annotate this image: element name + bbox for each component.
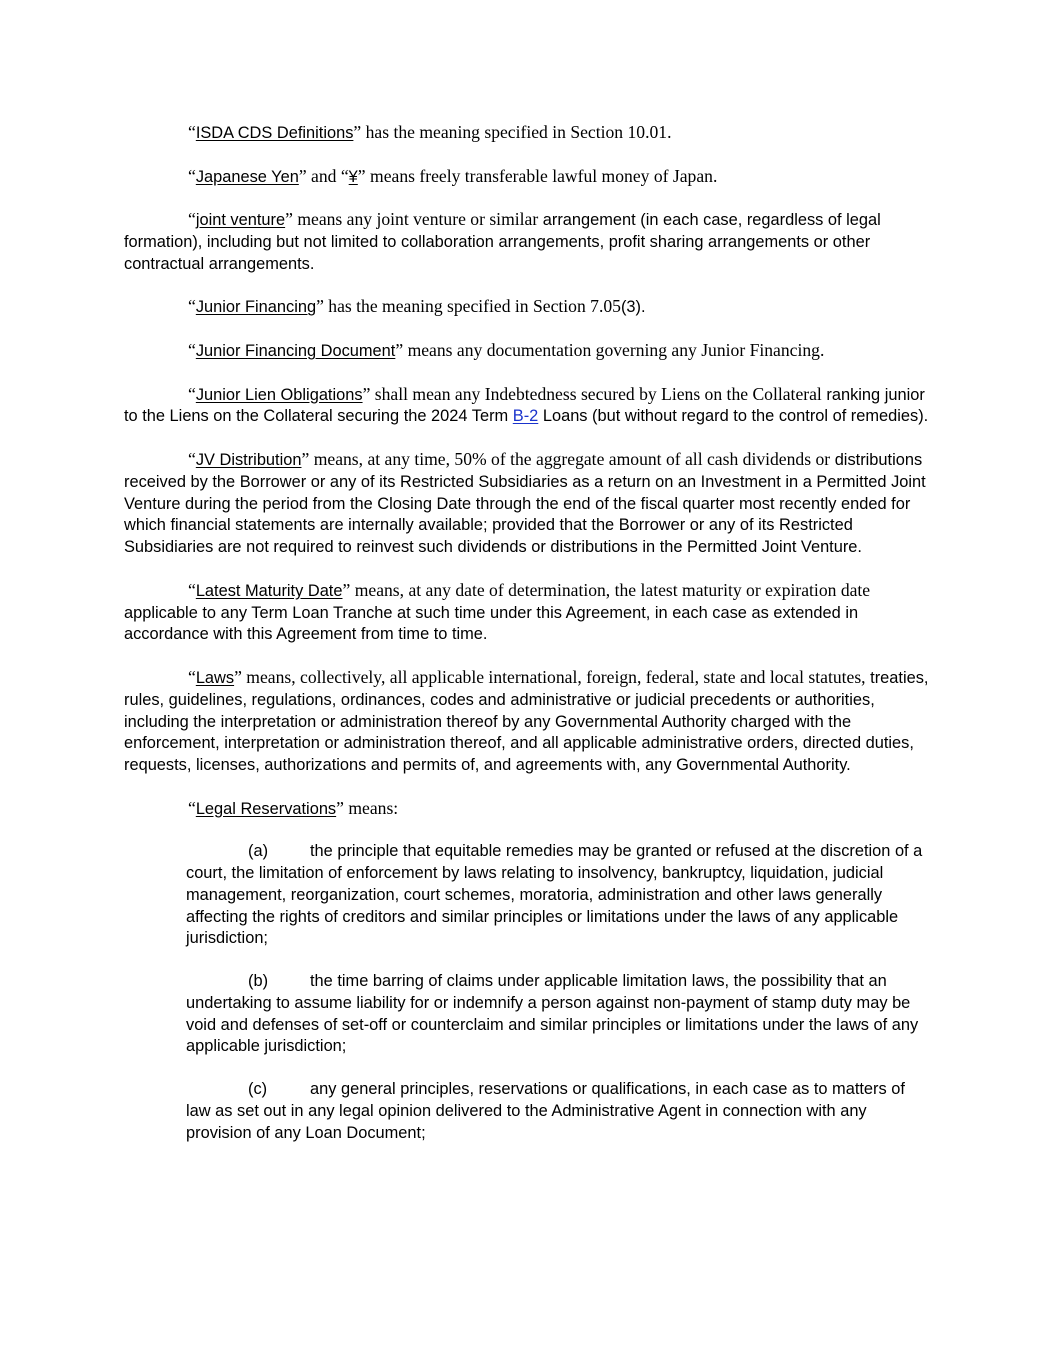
definition-lead-text: means, collectively, all applicable international, foreign, federal, state and local statutes, bbox=[246, 666, 866, 687]
definition-isda-cds: “ISDA CDS Definitions” has the meaning specified in Section 10.01. bbox=[188, 122, 672, 142]
definition-lead-text: means, at any time, 50% of the aggregate amount of all cash dividends or bbox=[313, 448, 831, 469]
definition-text: Loans (but without regard to the control of remedies). bbox=[542, 407, 929, 426]
definition-junior-financing-document: “Junior Financing Document” means any documentation governing any Junior Financing. bbox=[188, 339, 825, 360]
definition-text: distributions received by the Borrower or any of its Restricted Subsidiaries as a return on an Investment in a Permitted Joint Venture during the period from the Closing Date through the end of the fiscal quarter most recently ended for which financial statements are internally available; provided that the Borrower or any of its Restricted Subsidiaries are not required to reinvest such dividends or distributions in the Permitted Joint Venture. bbox=[124, 450, 926, 557]
definition-text: has the meaning specified in Section 10.01. bbox=[365, 122, 672, 142]
definition-joint-venture: “joint venture” means any joint venture or similar arrangement (in each case, regardless of legal formation), including but not limited to collaboration arrangements, profit sharing arrangements or other contractual arrangements. bbox=[124, 209, 881, 273]
item-label: (b) bbox=[248, 972, 269, 991]
definition-junior-financing: “Junior Financing” has the meaning specified in Section 7.05(3). bbox=[188, 296, 646, 317]
term-b2-link[interactable]: B-2 bbox=[512, 407, 539, 426]
definition-text: arrangement (in each case, regardless of legal formation), including but not limited to collaboration arrangements, profit sharing arrangements or other contractual arrangements. bbox=[124, 211, 881, 273]
definition-lead-text: shall mean any Indebtedness secured by Liens on the Collateral bbox=[374, 383, 822, 404]
defined-term: ISDA CDS Definitions bbox=[195, 124, 354, 142]
defined-term: joint venture bbox=[195, 211, 286, 230]
defined-term: Laws bbox=[195, 668, 235, 687]
definition-lead-text: means, at any date of determination, the latest maturity or expiration date bbox=[354, 579, 871, 600]
defined-term: Junior Financing Document bbox=[195, 341, 396, 360]
defined-term: JV Distribution bbox=[195, 450, 302, 469]
definition-lead-text: has the meaning specified in Section 7.05 bbox=[328, 296, 621, 317]
definition-text: means any documentation governing any Junior Financing. bbox=[407, 339, 825, 360]
definition-text: means freely transferable lawful money of Japan. bbox=[370, 165, 718, 186]
definition-lead-text: means any joint venture or similar bbox=[297, 209, 539, 230]
definition-text: means: bbox=[348, 797, 399, 818]
definition-japanese-yen: “Japanese Yen” and “¥” means freely transferable lawful money of Japan. bbox=[188, 165, 718, 186]
definition-text: treaties, rules, guidelines, regulations, ordinances, codes and administrative or judicial precedents or authorities, including the interpretation or administration thereof by any Governmental Authority charged with the enforcement, interpretation or administration thereof, and all applicable administrative orders, directed duties, requests, licenses, authorizations and permits of, and agreements with, any Governmental Authority. bbox=[124, 668, 929, 775]
item-label: (c) bbox=[248, 1080, 268, 1099]
item-text: the principle that equitable remedies may be granted or refused at the discretion of a court, the limitation of enforcement by laws relating to insolvency, bankruptcy, liquidation, judicial management, reorganization, court schemes, moratoria, administration and other laws generally affecting the rights of creditors and similar principles or limitations under the laws of any applicable jurisdiction; bbox=[186, 842, 923, 948]
defined-term: Japanese Yen bbox=[195, 167, 299, 186]
definition-text: applicable to any Term Loan Tranche at such time under this Agreement, in each case as extended in accordance with this Agreement from time to time. bbox=[124, 603, 859, 644]
item-text: the time barring of claims under applicable limitation laws, the possibility that an undertaking to assume liability for or indemnify a person against non-payment of stamp duty may be void and defenses of set-off or counterclaim and similar principles or limitations under the laws of any applicable jurisdiction; bbox=[186, 972, 919, 1056]
definition-latest-maturity-date: “Latest Maturity Date” means, at any date of determination, the latest maturity or expiration date applicable to any Term Loan Tranche at such time under this Agreement, in each case as extended in accordance with this Agreement from time to time. bbox=[124, 579, 871, 644]
document-page bbox=[124, 122, 932, 1165]
defined-term: Latest Maturity Date bbox=[195, 581, 343, 600]
defined-term: Legal Reservations bbox=[195, 799, 337, 818]
item-label: (a) bbox=[248, 842, 269, 861]
definition-text: (3). bbox=[620, 298, 646, 317]
definition-junior-lien-obligations: “Junior Lien Obligations” shall mean any Indebtedness secured by Liens on the Collateral ranking junior to the Liens on the Collateral securing the 2024 Term B-2 Loans (but without regard to the control of remedies). bbox=[124, 383, 929, 426]
definition-legal-reservations: “Legal Reservations” means: bbox=[188, 797, 399, 818]
legal-reservation-item-a bbox=[186, 841, 932, 950]
legal-reservation-item-c bbox=[186, 1079, 932, 1144]
yen-symbol: ¥ bbox=[348, 167, 358, 186]
definition-jv-distribution: “JV Distribution” means, at any time, 50% of the aggregate amount of all cash dividends or distributions received by the Borrower or any of its Restricted Subsidiaries as a return on an Investment in a Permitted Joint Venture during the period from the Closing Date through the end of the fiscal quarter most recently ended for which financial statements are internally available; provided that the Borrower or any of its Restricted Subsidiaries are not required to reinvest such dividends or distributions in the Permitted Joint Venture. bbox=[124, 448, 926, 557]
defined-term: Junior Lien Obligations bbox=[195, 385, 363, 404]
definition-mid-text: ranking junior to the Liens on the Collateral securing the 2024 Term bbox=[124, 385, 925, 426]
item-text: any general principles, reservations or qualifications, in each case as to matters of law as set out in any legal opinion delivered to the Administrative Agent in connection with any provision of any Loan Document; bbox=[186, 1080, 905, 1142]
definition-connector: and bbox=[311, 165, 337, 186]
definition-laws: “Laws” means, collectively, all applicable international, foreign, federal, state and local statutes, treaties, rules, guidelines, regulations, ordinances, codes and administrative or judicial precedents or authorities, including the interpretation or administration thereof by any Governmental Authority charged with the enforcement, interpretation or administration thereof, and all applicable administrative orders, directed duties, requests, licenses, authorizations and permits of, and agreements with, any Governmental Authority. bbox=[124, 666, 929, 775]
defined-term: Junior Financing bbox=[195, 298, 317, 317]
legal-reservation-item-b bbox=[186, 971, 932, 1058]
